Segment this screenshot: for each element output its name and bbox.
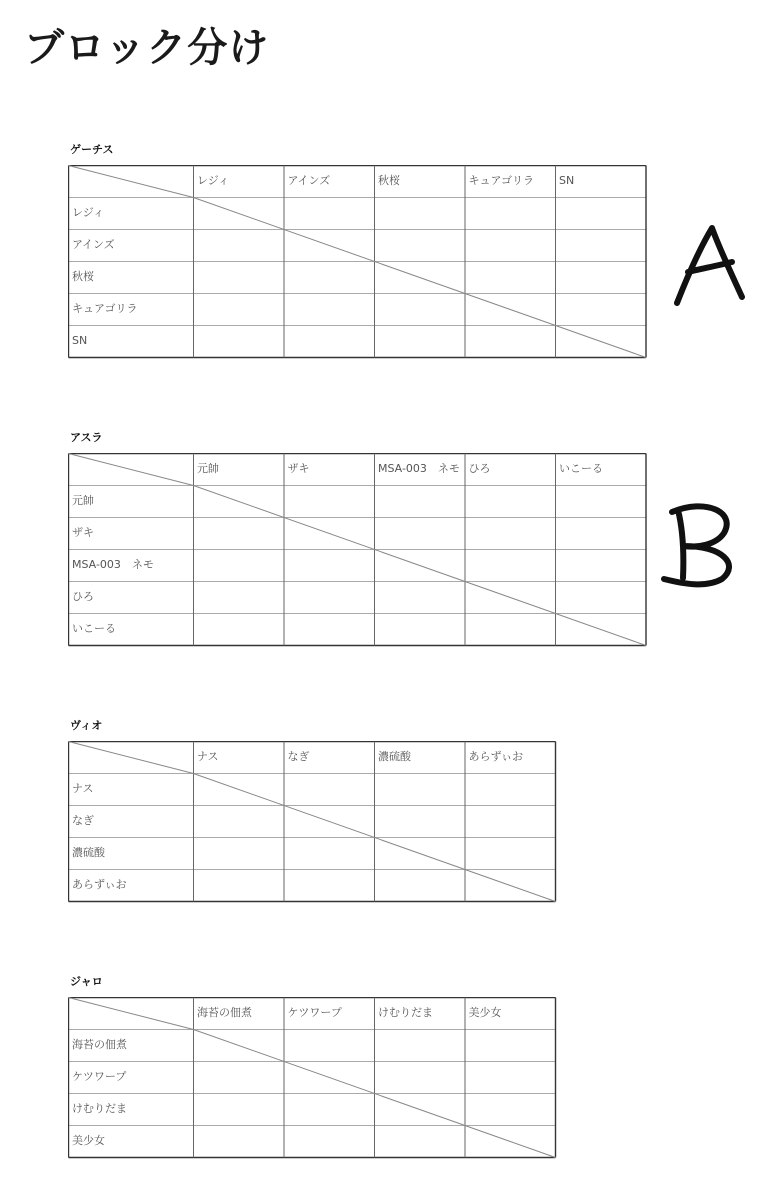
group-label: ヴィオ	[70, 719, 103, 732]
row-header: ザキ	[72, 526, 94, 539]
group-label: ゲーチス	[70, 143, 114, 156]
row-header: 海苔の佃煮	[72, 1038, 127, 1051]
column-header: いこーる	[559, 462, 603, 475]
column-header: レジィ	[197, 174, 230, 187]
row-header: レジィ	[72, 206, 105, 219]
group-label: アスラ	[70, 431, 103, 444]
page-title: ブロック分け	[24, 25, 270, 71]
column-header: なぎ	[287, 750, 310, 763]
row-header: いこーる	[72, 622, 116, 635]
row-header: けむりだま	[72, 1102, 127, 1115]
column-header: MSA-003 ネモ	[378, 462, 460, 475]
column-header: SN	[559, 174, 575, 187]
column-header: アインズ	[287, 174, 331, 187]
column-header: ひろ	[468, 462, 491, 475]
row-header: 秋桜	[72, 270, 94, 283]
handwritten-letter-b	[664, 506, 729, 584]
handwritten-letter-a	[677, 228, 742, 303]
row-header: ナス	[72, 782, 94, 795]
row-header: MSA-003 ネモ	[72, 558, 154, 571]
column-header: 濃硫酸	[378, 750, 411, 763]
column-header: けむりだま	[378, 1006, 433, 1019]
column-header: 海苔の佃煮	[197, 1006, 252, 1019]
column-header: ザキ	[287, 462, 310, 475]
column-header: 元帥	[197, 462, 219, 475]
column-header: 美少女	[468, 1006, 502, 1019]
row-header: 濃硫酸	[72, 846, 105, 859]
row-header: ひろ	[72, 590, 94, 603]
column-header: ナス	[197, 750, 219, 763]
row-header: SN	[72, 334, 88, 347]
column-header: キュアゴリラ	[468, 174, 534, 187]
column-header: 秋桜	[378, 174, 400, 187]
row-header: キュアゴリラ	[72, 302, 138, 315]
row-header: アインズ	[72, 238, 115, 251]
row-header: 美少女	[72, 1134, 105, 1147]
column-header: あらずぃお	[468, 750, 524, 763]
row-header: なぎ	[72, 814, 94, 827]
group-label: ジャロ	[70, 975, 103, 988]
row-header: ケツワープ	[72, 1070, 127, 1083]
row-header: あらずぃお	[72, 878, 127, 891]
row-header: 元帥	[72, 494, 94, 507]
column-header: ケツワープ	[287, 1006, 342, 1019]
